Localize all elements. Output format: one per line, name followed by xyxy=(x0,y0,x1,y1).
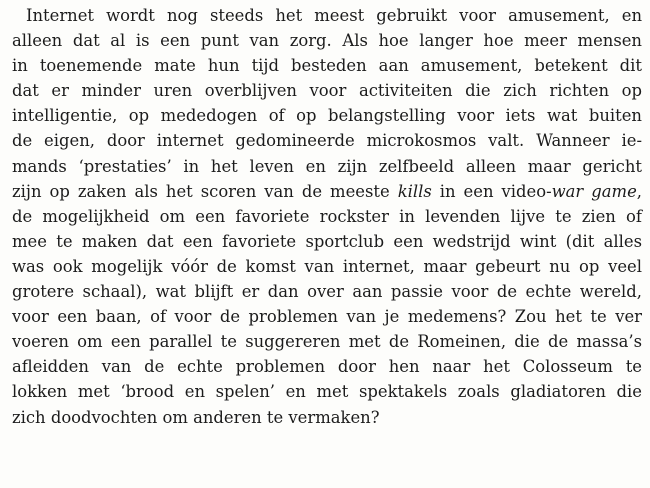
text-segment: mands ‘prestaties’ in het leven en zijn zelfbeeld alleen maar gericht xyxy=(12,156,642,176)
text-line xyxy=(12,103,642,128)
text-line xyxy=(12,53,642,78)
italic-term: kills xyxy=(397,181,432,201)
text-line xyxy=(12,3,642,28)
text-line xyxy=(12,405,642,430)
text-segment: afleidden van de echte problemen door hen naar het Colosseum te xyxy=(12,357,642,377)
text-line xyxy=(12,279,642,304)
text-segment: mee te maken dat een favoriete sportclub een wedstrijd wint (dit alles xyxy=(12,231,642,251)
body-paragraph xyxy=(12,3,642,430)
text-segment: voeren om een parallel te suggereren met de Romeinen, die de massa’s xyxy=(12,332,642,352)
text-segment: voor een baan, of voor de problemen van je medemens? Zou het te ver xyxy=(12,307,642,327)
text-segment: , xyxy=(636,181,642,201)
text-segment: intelligentie, op mededogen of op belangstelling voor iets wat buiten xyxy=(12,106,642,126)
text-segment: de eigen, door internet gedomineerde microkosmos valt. Wanneer ie- xyxy=(12,131,642,151)
text-line xyxy=(12,379,642,404)
text-line xyxy=(12,179,642,204)
text-line xyxy=(12,354,642,379)
text-line xyxy=(12,128,642,153)
text-segment: was ook mogelijk vóór de komst van internet, maar gebeurt nu op veel xyxy=(12,256,642,276)
text-line xyxy=(12,28,642,53)
text-segment: grotere schaal), wat blijft er dan over aan passie voor de echte wereld, xyxy=(12,282,642,302)
text-line xyxy=(12,78,642,103)
text-line xyxy=(12,329,642,354)
italic-term: war game xyxy=(551,181,637,201)
text-line xyxy=(12,154,642,179)
text-segment: de mogelijkheid om een favoriete rockster in levenden lijve te zien of xyxy=(12,206,642,226)
text-segment: zich doodvochten om anderen te vermaken? xyxy=(12,407,380,427)
text-line xyxy=(12,304,642,329)
text-segment: zijn op zaken als het scoren van de meeste xyxy=(12,181,398,201)
text-line xyxy=(12,254,642,279)
text-segment: dat er minder uren overblijven voor activiteiten die zich richten op xyxy=(12,81,642,101)
text-segment: Internet wordt nog steeds het meest gebruikt voor amusement, en xyxy=(26,6,642,25)
text-segment: lokken met ‘brood en spelen’ en met spektakels zoals gladiatoren die xyxy=(12,382,642,402)
text-line xyxy=(12,204,642,229)
text-line xyxy=(12,229,642,254)
text-segment: in een video- xyxy=(431,181,552,201)
text-segment: alleen dat al is een punt van zorg. Als hoe langer hoe meer mensen xyxy=(12,31,642,51)
text-segment: in toenemende mate hun tijd besteden aan amusement, betekent dit xyxy=(12,56,642,76)
